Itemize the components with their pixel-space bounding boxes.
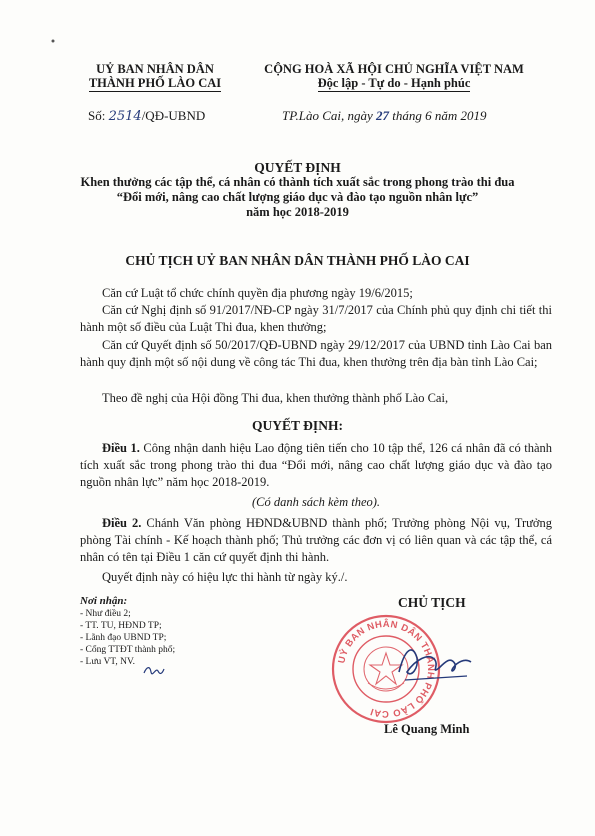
- article-1-text: Công nhận danh hiệu Lao động tiên tiến cho 10 tập thể, 126 cá nhân đã có thành tích xuất sắc trong phong trào thi đua “Đổi mới, nâng cao chất lượng giáo dục và đào tạo nguồn nhân lực” năm học 2018-2019.: [80, 441, 552, 489]
- basis-text-3: Căn cứ Quyết định số 50/2017/QĐ-UBND ngày 29/12/2017 của UBND tỉnh Lào Cai ban hành quy định một số nội dung về công tác Thi đua, khen thưởng trên địa bàn tỉnh Lào Cai;: [80, 338, 552, 369]
- article-2: [80, 515, 552, 566]
- nation-name: CỘNG HOÀ XÃ HỘI CHỦ NGHĨA VIỆT NAM: [264, 62, 524, 76]
- basis-text-2: Căn cứ Nghị định số 91/2017/NĐ-CP ngày 31/7/2017 của Chính phủ quy định chi tiết thi hành một số điều của Luật Thi đua, khen thưởng;: [80, 303, 552, 334]
- article-1: [80, 440, 552, 491]
- subtitle-line-1: Khen thưởng các tập thể, cá nhân có thành tích xuất sắc trong phong trào thi đua: [80, 175, 515, 189]
- issue-date: [282, 108, 487, 124]
- subtitle-line-2: “Đổi mới, nâng cao chất lượng giáo dục và đào tạo nguồn nhân lực”: [116, 190, 479, 204]
- basis-paragraph-1: [80, 285, 552, 302]
- recipient-item: - Lãnh đạo UBND TP;: [80, 633, 167, 643]
- number-prefix: Số:: [88, 108, 109, 123]
- document-subtitle: [60, 175, 535, 220]
- seal-ring-text: UỶ BAN NHÂN DÂN THÀNH PHỐ LÀO CAI: [336, 618, 437, 720]
- basis-text-1: Căn cứ Luật tổ chức chính quyền địa phương ngày 19/6/2015;: [102, 286, 413, 300]
- national-heading: [248, 62, 540, 92]
- handwritten-signature: [395, 638, 475, 688]
- recipients-list: [80, 608, 175, 668]
- initials-scribble: [143, 664, 165, 676]
- date-day-handwritten: 27: [376, 108, 390, 123]
- article-2-label: Điều 2.: [102, 516, 142, 530]
- issuing-agency: [70, 62, 240, 92]
- agency-line-1: UỶ BAN NHÂN DÂN: [96, 62, 214, 76]
- scan-dot-mark: [50, 38, 56, 44]
- signer-name: Lê Quang Minh: [384, 722, 470, 736]
- recipients-heading: Nơi nhận:: [80, 595, 128, 607]
- decision-heading: QUYẾT ĐỊNH:: [252, 418, 343, 433]
- date-suffix: tháng 6 năm 2019: [389, 108, 487, 123]
- basis-paragraph-3: [80, 337, 552, 371]
- basis-text-4: Theo đề nghị của Hội đồng Thi đua, khen thưởng thành phố Lào Cai,: [102, 391, 449, 405]
- attached-list-note: (Có danh sách kèm theo).: [251, 495, 381, 509]
- effect-clause: [80, 569, 552, 586]
- recipient-item: - Như điều 2;: [80, 609, 131, 619]
- basis-paragraph-4: [80, 390, 552, 407]
- agency-line-2: THÀNH PHỐ LÀO CAI: [88, 76, 222, 90]
- number-suffix: /QĐ-UBND: [141, 108, 206, 123]
- recipient-item: - TT. TU, HĐND TP;: [80, 621, 162, 631]
- document-number: [88, 108, 205, 124]
- subtitle-line-3: năm học 2018-2019: [246, 205, 349, 219]
- document-title: QUYẾT ĐỊNH: [254, 160, 341, 175]
- article-1-label: Điều 1.: [102, 441, 140, 455]
- signer-title: CHỦ TỊCH: [398, 595, 466, 610]
- effect-text: Quyết định này có hiệu lực thi hành từ ngày ký./.: [102, 570, 348, 584]
- handwritten-number: 2514: [108, 109, 142, 124]
- recipient-item: - Lưu VT, NV.: [80, 657, 136, 667]
- national-motto: Độc lập - Tự do - Hạnh phúc: [317, 76, 471, 90]
- authority-heading: CHỦ TỊCH UỶ BAN NHÂN DÂN THÀNH PHỐ LÀO CAI: [125, 253, 470, 268]
- date-prefix: TP.Lào Cai, ngày: [282, 108, 377, 123]
- basis-paragraph-2: [80, 302, 552, 336]
- recipient-item: - Cổng TTĐT thành phố;: [80, 645, 176, 655]
- article-2-text: Chánh Văn phòng HĐND&UBND thành phố; Trưởng phòng Nội vụ, Trưởng phòng Tài chính - Kế hoạch thành phố; Thủ trưởng các đơn vị có liên quan và các tập thể, cá nhân có tên tại Điều 1 căn cứ quyết định thi hành.: [80, 516, 553, 564]
